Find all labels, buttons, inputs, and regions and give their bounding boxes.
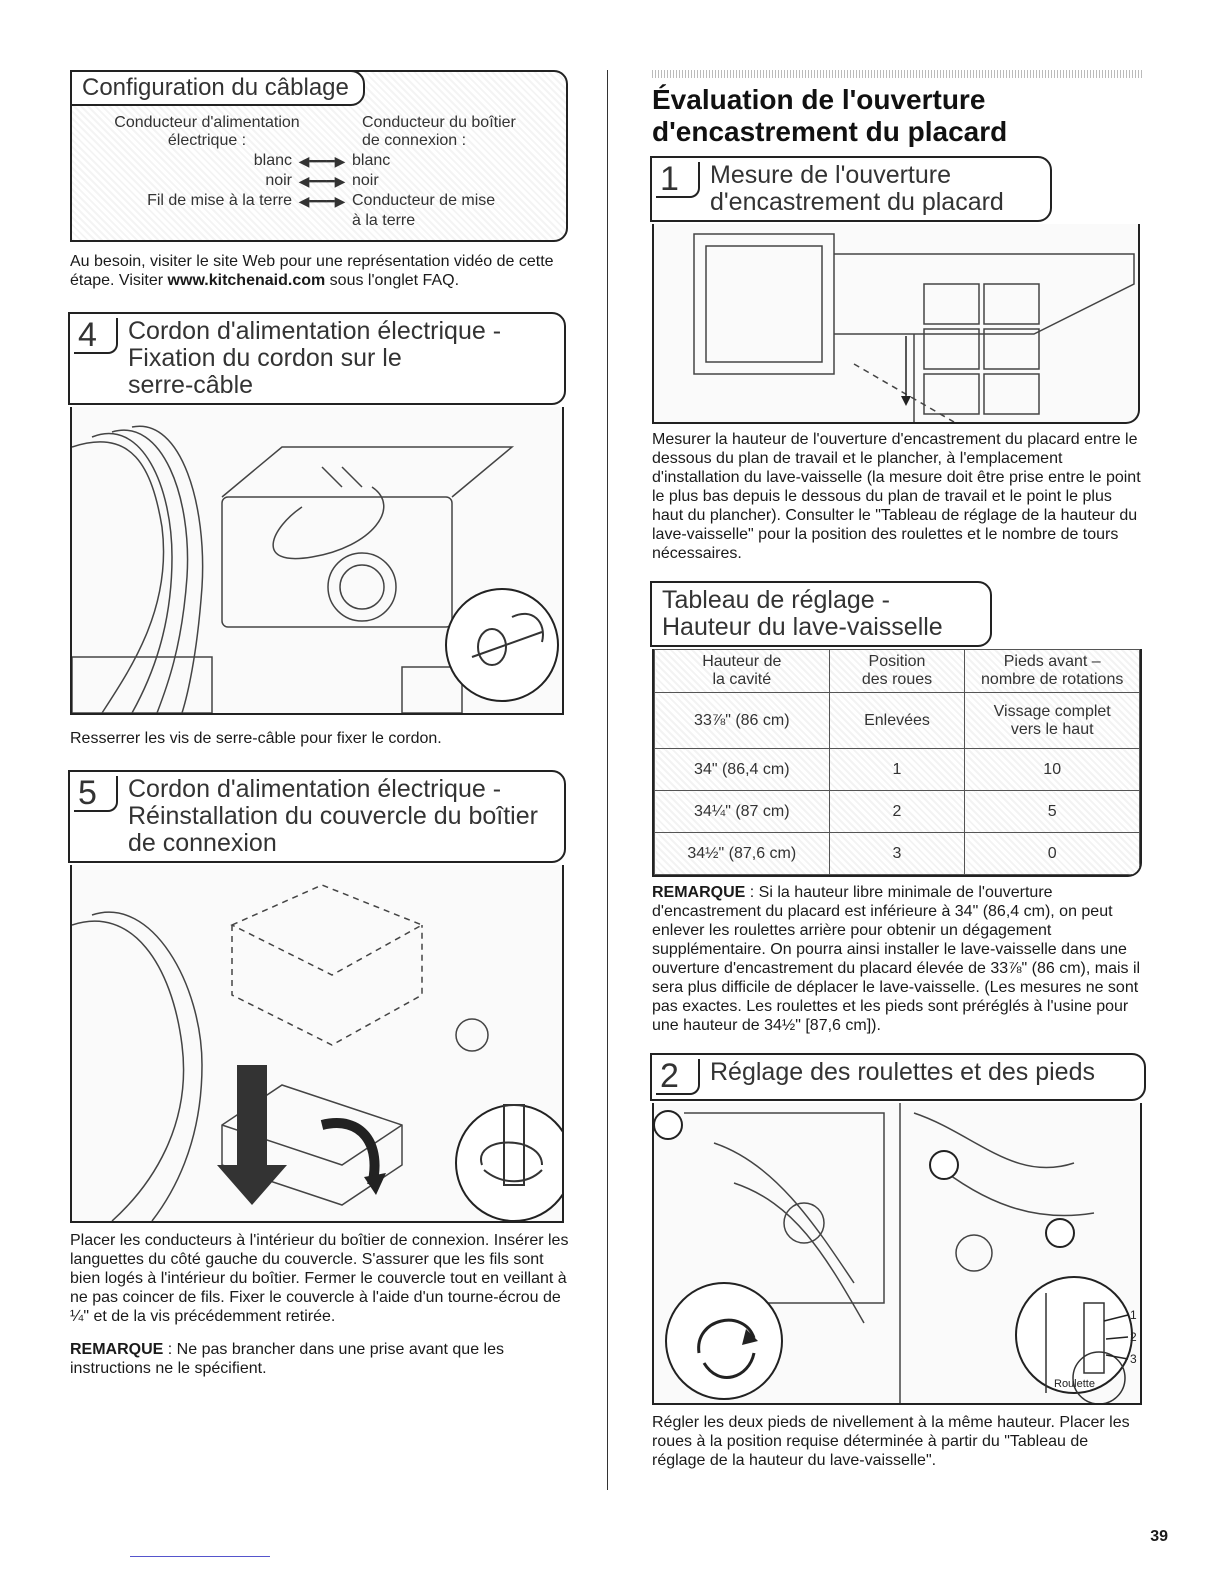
height-adjustment-table (654, 649, 1140, 875)
table-row: 33⅞" (86 cm) Enlevées Vissage complet vers le haut (655, 693, 1140, 749)
step-1-header: 1 Mesure de l'ouverture d'encastrement du placard (650, 156, 1052, 222)
table-row: 34¼" (87 cm) 2 5 (655, 791, 1140, 833)
step-2 (652, 1055, 1142, 1470)
step-5-caption: Placer les conducteurs à l'intérieur du boîtier de connexion. Insérer les languettes du côté gauche du couvercle. S'assurer que les fils sont bien logés à l'intérieur du boîtier. Fermer le couvercle tout en veillant à ne pas coincer de fils. Fixer le couvercle à l'aide d'un tourne-écrou de ¼" et de la vis précédemment retirée. (70, 1232, 569, 1325)
wiring-box (70, 70, 568, 242)
step-number: 5 (74, 776, 118, 812)
right-column (652, 70, 1142, 1470)
table-row: 34" (86,4 cm) 1 10 (655, 749, 1140, 791)
page-number: 39 (1150, 1528, 1168, 1545)
step-1-illustration (652, 224, 1140, 424)
casters-and-feet-illustration (654, 1103, 1140, 1403)
bottom-rule (130, 1556, 270, 1557)
position-label-1: 1 (1130, 1308, 1137, 1322)
step-2-illustration (652, 1103, 1142, 1405)
section-title: Évaluation de l'ouverture d'encastrement du placard (652, 84, 1008, 147)
wiring-table: Conducteur d'alimentation électrique : Conducteur du boîtier de connexion : blanc ◀━━━▶ blanc noir ◀━━━▶ noir Fil de mise à la terre ◀━━━▶ Conducteur de mise à la terre (72, 108, 566, 240)
step-1 (652, 158, 1142, 563)
step-4 (70, 314, 570, 748)
step-5-header: 5 Cordon d'alimentation électrique - Réinstallation du couvercle du boîtier de connexion (68, 770, 566, 863)
step-5-illustration (70, 865, 564, 1223)
step-number: 4 (74, 318, 118, 354)
kitchenaid-link[interactable]: www.kitchenaid.com (167, 272, 326, 289)
table-remark: REMARQUE : Si la hauteur libre minimale de l'ouverture d'encastrement du placard est inférieure à 34" (86,4 cm), on peut enlever les roulettes arrière pour obtenir un dégagement supplémentaire. On pourra ainsi installer le lave-vaisselle dans une ouverture d'encastrement du placard élevée de 33⅞" (86 cm), mais il sera plus difficile de déplacer le lave-vaisselle. (Les mesures ne sont pas exactes. Les roulettes et les pieds sont préréglés à l'usine pour une hauteur de 34½" [87,6 cm]). (652, 884, 1141, 1034)
table-header-row (655, 650, 1140, 693)
double-arrow-icon: ◀━━━▶ (298, 152, 346, 169)
cord-clamp-illustration (72, 407, 562, 713)
position-label-3: 3 (1130, 1352, 1137, 1366)
column-header: Hauteur de la cavité (655, 650, 830, 693)
double-arrow-icon: ◀━━━▶ (298, 172, 346, 189)
left-column (70, 70, 570, 1378)
section-shade-bar (652, 70, 1142, 78)
wiring-row: blanc ◀━━━▶ blanc (253, 152, 391, 169)
step-number: 2 (656, 1059, 700, 1095)
column-header: Pieds avant – nombre de rotations (965, 650, 1140, 693)
junction-box-cover-illustration (72, 865, 562, 1221)
step-4-header: 4 Cordon d'alimentation électrique - Fixation du cordon sur le serre-câble (68, 312, 566, 405)
wiring-row: noir ◀━━━▶ noir (265, 172, 379, 189)
column-divider (607, 70, 608, 1490)
wiring-col1-header-1: Conducteur d'alimentation (114, 114, 300, 131)
wiring-title: Configuration du câblage (70, 70, 365, 106)
step-1-caption: Mesurer la hauteur de l'ouverture d'encastrement du placard entre le dessous du plan de travail et le plancher, à l'emplacement d'installation du lave-vaisselle (la mesure doit être prise entre le point le plus bas depuis le dessous du plan de travail et le point le plus haut du plancher). Consulter le "Tableau de réglage de la hauteur du lave-vaisselle" pour la position des roulettes et le nombre de tours nécessaires. (652, 431, 1141, 562)
table-row: 34½" (87,6 cm) 3 0 (655, 833, 1140, 875)
step-4-caption: Resserrer les vis de serre-câble pour fixer le cordon. (70, 730, 442, 747)
step-5-note: REMARQUE : Ne pas brancher dans une prise avant que les instructions ne le spécifient. (70, 1341, 504, 1377)
double-arrow-icon: ◀━━━▶ (298, 192, 346, 209)
wiring-row: Fil de mise à la terre ◀━━━▶ Conducteur de mise (147, 192, 496, 209)
web-note: Au besoin, visiter le site Web pour une représentation vidéo de cette étape. Visiter www.kitchenaid.com sous l'onglet FAQ. (70, 253, 554, 289)
step-2-header: 2 Réglage des roulettes et des pieds (650, 1053, 1146, 1101)
height-table-box (652, 583, 1142, 1035)
step-2-caption: Régler les deux pieds de nivellement à la même hauteur. Placer les roues à la position requise déterminée à partir du "Tableau de réglage de la hauteur du lave-vaisselle". (652, 1414, 1130, 1469)
roulette-label: Roulette (1054, 1378, 1095, 1390)
wiring-col1-header-2: électrique : (167, 132, 247, 149)
wiring-col2-header-2: de connexion : (362, 132, 467, 149)
wiring-col2-header-1: Conducteur du boîtier (362, 114, 516, 131)
step-number: 1 (656, 162, 700, 198)
table-header: Tableau de réglage - Hauteur du lave-vaisselle (650, 581, 992, 647)
step-4-illustration (70, 407, 564, 715)
step-5 (70, 772, 570, 1378)
position-label-2: 2 (1130, 1330, 1137, 1344)
cabinet-opening-illustration (654, 224, 1138, 422)
column-header: Position des roues (829, 650, 965, 693)
